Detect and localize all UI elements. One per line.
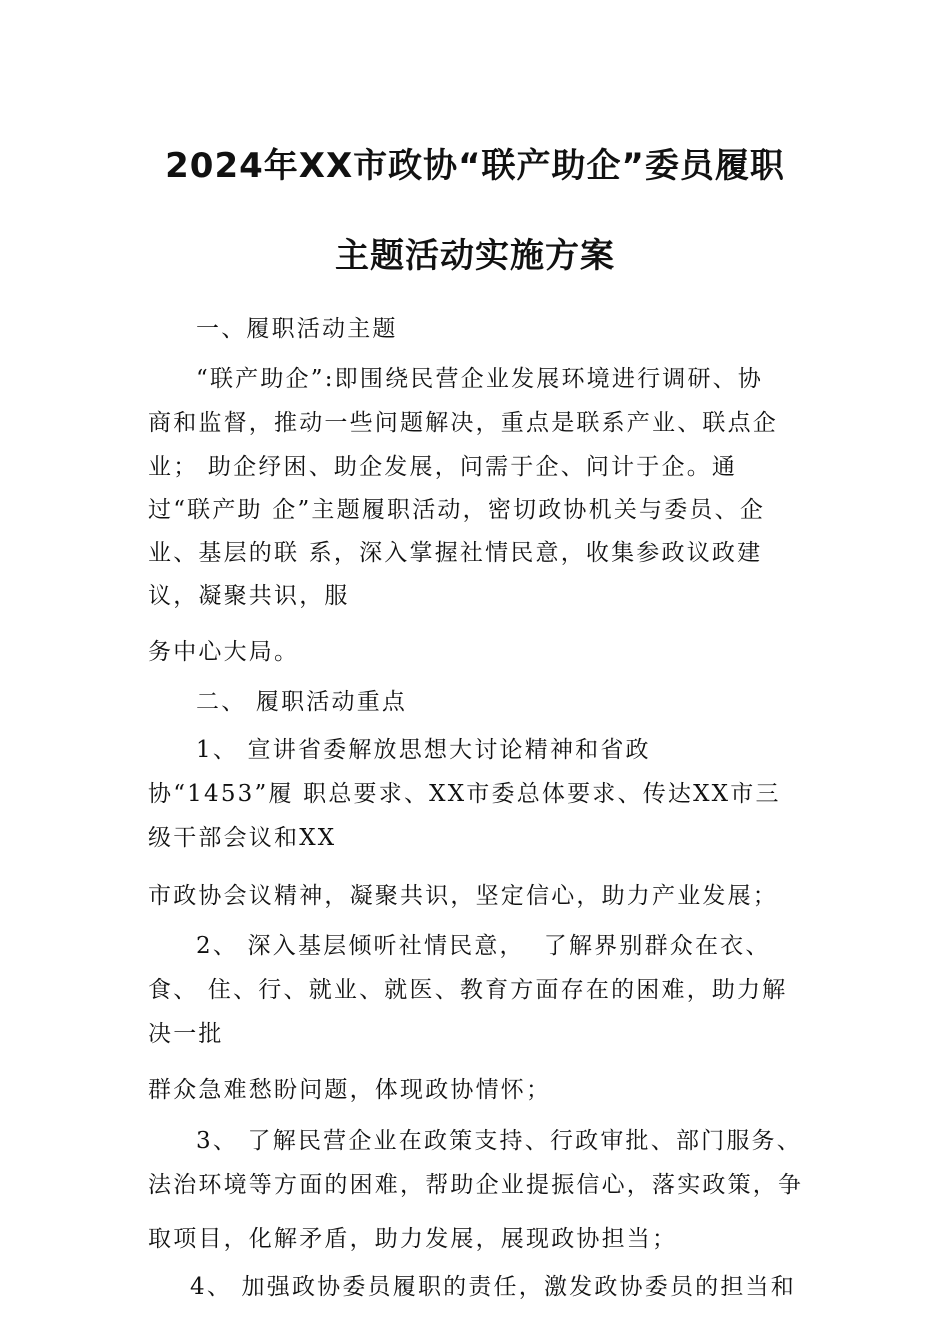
paragraph-line: “联产助企”:即围绕民营企业发展环境进行调研、协 [196, 366, 764, 392]
list-item-1: 1、 宣讲省委解放思想大讨论精神和省政 [196, 737, 651, 763]
paragraph-line: 业、基层的联 系，深入掌握社情民意，收集参政议政建 [148, 540, 763, 566]
paragraph-line: 协“1453”履 职总要求、XX市委总体要求、传达XX市三 [148, 781, 781, 807]
paragraph-line: 决一批 [148, 1021, 224, 1047]
document-title-line-1: 2024年XX市政协“联产助企”委员履职 [165, 146, 785, 186]
paragraph-line: 议，凝聚共识，服 [148, 583, 350, 609]
paragraph-line: 法治环境等方面的困难，帮助企业提振信心，落实政策，争 [148, 1172, 804, 1198]
list-item-3: 3、 了解民营企业在政策支持、行政审批、部门服务、 [196, 1128, 802, 1154]
paragraph-line: 食、 住、行、就业、就医、教育方面存在的困难，助力解 [148, 977, 788, 1003]
list-item-4: 4、 加强政协委员履职的责任，激发政协委员的担当和 [190, 1274, 796, 1300]
paragraph-line: 市政协会议精神，凝聚共识，坚定信心，助力产业发展； [148, 883, 778, 909]
paragraph-line: 业； 助企纾困、助企发展，问需于企、问计于企。通 [148, 454, 738, 480]
paragraph-line: 级干部会议和XX [148, 825, 337, 851]
list-item-2: 2、 深入基层倾听社情民意， 了解界别群众在衣、 [196, 933, 771, 959]
paragraph-line: 过“联产助 企”主题履职活动，密切政协机关与委员、企 [148, 497, 766, 523]
section-heading-2: 二、 履职活动重点 [196, 689, 408, 715]
paragraph-line: 商和监督，推动一些问题解决，重点是联系产业、联点企 [148, 410, 778, 436]
section-heading-1: 一、履职活动主题 [196, 316, 398, 342]
paragraph-line: 取项目，化解矛盾，助力发展，展现政协担当； [148, 1226, 678, 1252]
document-title-line-2: 主题活动实施方案 [335, 236, 615, 276]
paragraph-line: 务中心大局。 [148, 639, 300, 665]
paragraph-line: 群众急难愁盼问题，体现政协情怀； [148, 1077, 552, 1103]
